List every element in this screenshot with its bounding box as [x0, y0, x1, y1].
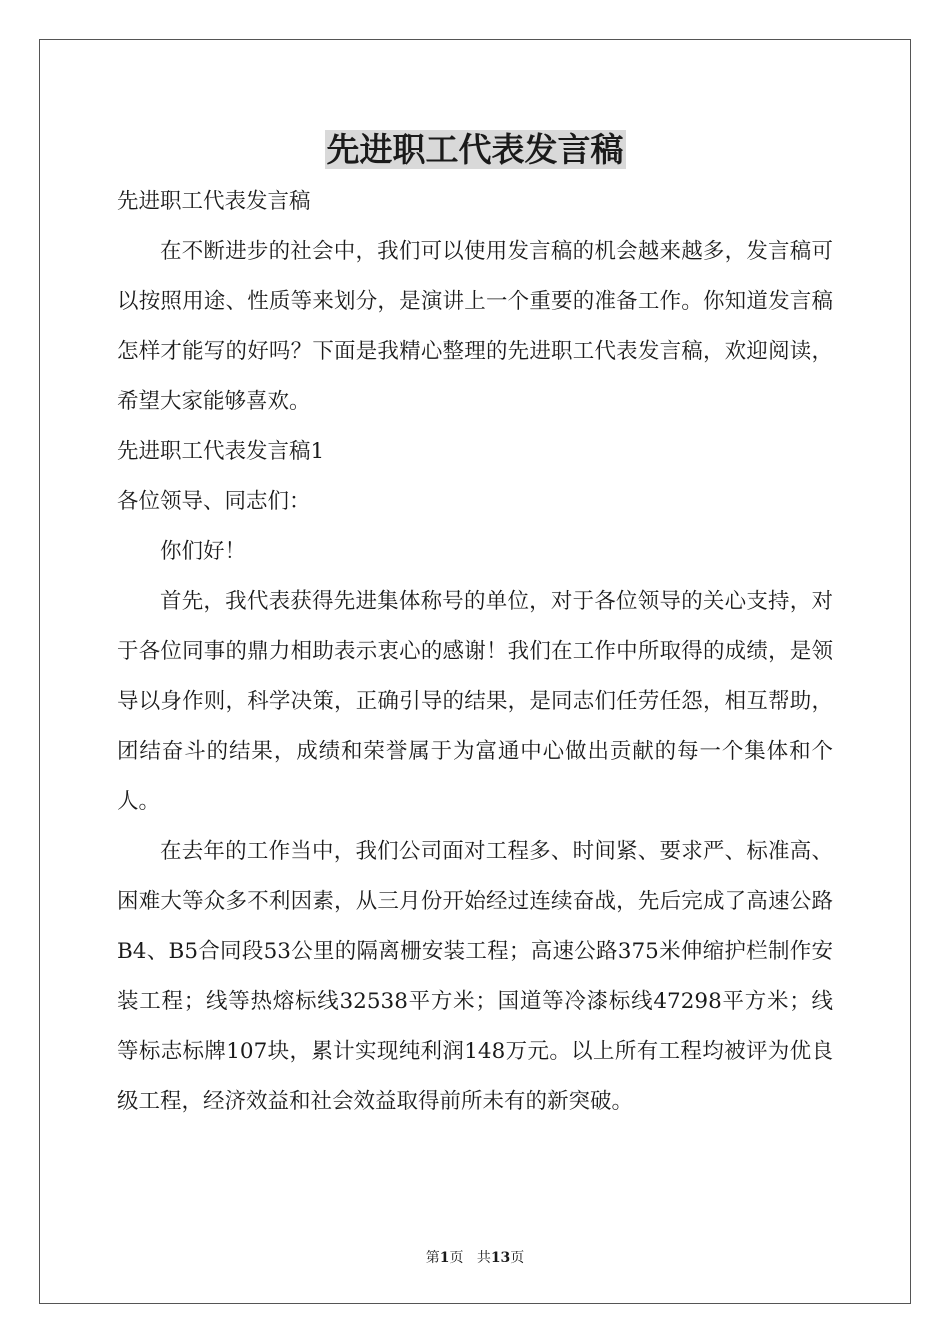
page-total: 13: [490, 1250, 511, 1266]
total-prefix: 共: [476, 1250, 491, 1266]
total-suffix: 页: [510, 1250, 525, 1266]
section-heading: 先进职工代表发言稿1: [117, 439, 325, 464]
page-current: 1: [439, 1250, 450, 1266]
body-paragraph: 在去年的工作当中，我们公司面对工程多、时间紧、要求严、标准高、困难大等众多不利因素，从三月份开始经过连续奋战，先后完成了高速公路B4、B5合同段53公里的隔离栅安装工程；高速公路375米伸缩护栏制作安装工程；线等热熔标线32538平方米；国道等冷漆标线47298平方米；线等标志标牌107块，累计实现纯利润148万元。以上所有工程均被评为优良级工程，经济效益和社会效益取得前所未有的新突破。: [117, 839, 833, 1114]
page-prefix: 第: [425, 1250, 440, 1266]
document-title: [0, 127, 950, 173]
intro-paragraph: 在不断进步的社会中，我们可以使用发言稿的机会越来越多，发言稿可以按照用途、性质等来划分，是演讲上一个重要的准备工作。你知道发言稿怎样才能写的好吗？下面是我精心整理的先进职工代表发言稿，欢迎阅读，希望大家能够喜欢。: [117, 239, 833, 414]
document-body: [117, 177, 833, 1127]
greeting-paragraph: 你们好！: [160, 539, 247, 564]
page-suffix: 页: [449, 1250, 464, 1266]
page-footer: [0, 1248, 950, 1268]
subtitle-paragraph: 先进职工代表发言稿: [117, 189, 311, 214]
body-paragraph: 首先，我代表获得先进集体称号的单位，对于各位领导的关心支持，对于各位同事的鼎力相助表示衷心的感谢！我们在工作中所取得的成绩，是领导以身作则，科学决策，正确引导的结果，是同志们任劳任怨，相互帮助，团结奋斗的结果，成绩和荣誉属于为富通中心做出贡献的每一个集体和个人。: [117, 589, 833, 814]
salutation-paragraph: 各位领导、同志们：: [117, 489, 311, 514]
document-title-text: 先进职工代表发言稿: [326, 130, 624, 169]
